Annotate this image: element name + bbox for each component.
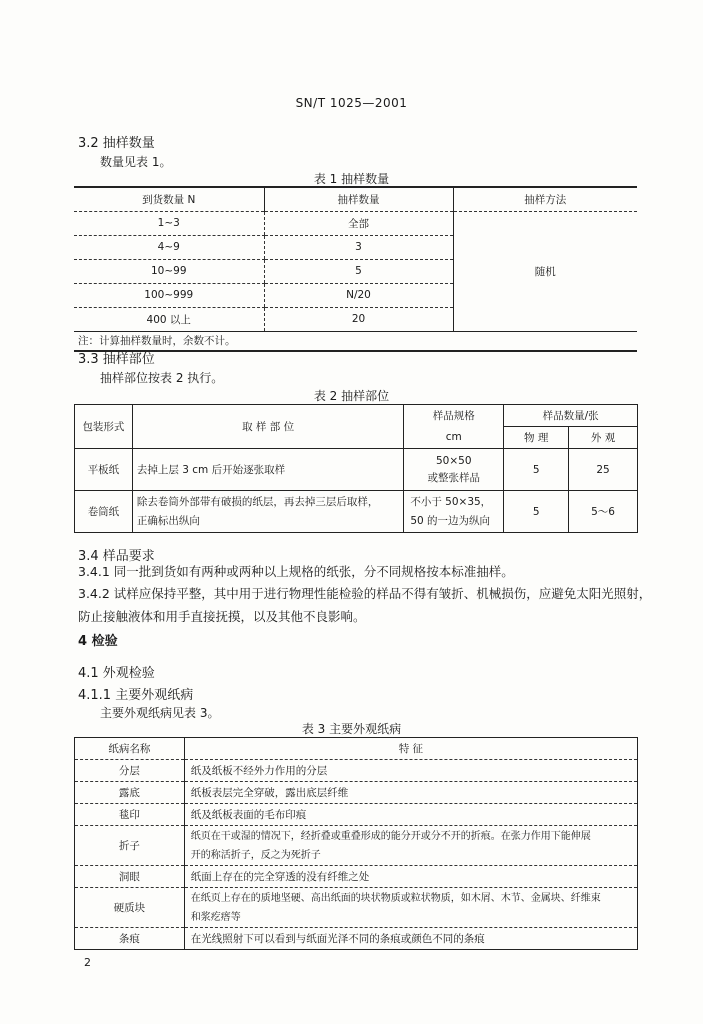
t3-row-5-name: 洞眼 xyxy=(75,866,185,888)
table-2-caption: 表 2 抽样部位 xyxy=(313,389,390,403)
t1-row-4-count: N/20 xyxy=(264,283,453,307)
t2-header-appearance: 外 观 xyxy=(569,427,638,449)
table-1-caption: 表 1 抽样数量 xyxy=(313,172,390,186)
section-4-1-title: 4.1 外观检验 xyxy=(78,666,155,681)
t2-row-1-pack: 平板纸 xyxy=(75,449,133,491)
t2-header-spec-line2: cm xyxy=(404,427,504,449)
t3-row-3-desc: 纸及纸板表面的毛布印痕 xyxy=(184,804,637,826)
t2-row-2-part-line2: 正确标出纵向 xyxy=(136,514,200,527)
t2-row-1-spec-line1: 50×50 xyxy=(436,454,472,467)
t2-row-1-part: 去掉上层 3 cm 后开始逐张取样 xyxy=(132,449,403,491)
t1-row-5-count: 20 xyxy=(264,307,453,331)
t3-row-4-desc xyxy=(184,826,637,866)
t3-row-4-desc-line2: 开的称活折子，反之为死折子 xyxy=(190,849,321,861)
t2-row-2-pack: 卷筒纸 xyxy=(87,506,120,518)
t2-row-2-part-line1: 除去卷筒外部带有破损的纸层，再去掉三层后取样， xyxy=(136,495,379,508)
t1-row-3-count: 5 xyxy=(264,259,453,283)
t1-header-method: 抽样方法 xyxy=(453,187,637,211)
section-3-3-body: 抽样部位按表 2 执行。 xyxy=(100,371,224,385)
t3-row-4-desc-line1: 纸页在干或湿的情况下，经折叠或重叠形成的能分开或分不开的折痕。在张力作用下能伸展 xyxy=(190,830,591,842)
t2-row-2-appearance: 5～6 xyxy=(569,491,638,533)
t3-row-2-name: 露底 xyxy=(75,782,185,804)
section-3-3-title: 3.3 抽样部位 xyxy=(78,352,155,367)
section-4-title: 4 检验 xyxy=(78,634,118,649)
t2-row-2-part xyxy=(132,491,403,533)
section-3-4-title: 3.4 样品要求 xyxy=(78,549,155,564)
t2-header-pack: 包装形式 xyxy=(75,405,133,449)
t1-row-3-quantity: 10~99 xyxy=(74,259,264,283)
t2-row-2-spec-line1: 不小于 50×35， xyxy=(410,495,492,508)
t1-note: 注：计算抽样数量时，余数不计。 xyxy=(78,335,236,348)
t2-header-part: 取 样 部 位 xyxy=(132,405,403,449)
t2-row-1-physical: 5 xyxy=(504,449,569,491)
t2-row-2-physical: 5 xyxy=(504,491,569,533)
t3-row-6-desc-line1: 在纸页上存在的质地坚硬、高出纸面的块状物质或粒状物质，如木屑、木节、金属块、纤维束 xyxy=(190,892,601,904)
t3-row-5-desc: 纸面上存在的完全穿透的没有纤维之处 xyxy=(184,866,637,888)
t3-row-7-name: 条痕 xyxy=(118,933,140,945)
t3-row-6-desc xyxy=(184,888,637,928)
t1-row-2-quantity: 4~9 xyxy=(74,235,264,259)
t1-header-sample-count: 抽样数量 xyxy=(264,187,453,211)
t3-row-6-desc-line2: 和浆疙瘩等 xyxy=(190,911,241,923)
t3-row-3-name: 毯印 xyxy=(75,804,185,826)
page-number: 2 xyxy=(84,956,91,969)
table-3 xyxy=(74,737,638,950)
t3-row-1-name: 分层 xyxy=(75,760,185,782)
section-3-4-1: 3.4.1 同一批到货如有两种或两种以上规格的纸张，分不同规格按本标准抽样。 xyxy=(78,564,514,579)
t2-header-physical: 物 理 xyxy=(504,427,569,449)
table-3-caption: 表 3 主要外观纸病 xyxy=(301,722,402,736)
t1-header-quantity: 到货数量 N xyxy=(74,187,264,211)
section-3-2-body: 数量见表 1。 xyxy=(100,155,172,169)
standard-number-header: SN/T 1025—2001 xyxy=(295,96,408,110)
t1-method-cell: 随机 xyxy=(453,211,637,331)
section-3-2-title: 3.2 抽样数量 xyxy=(78,136,155,151)
section-3-4-2: 3.4.2 试样应保持平整，其中用于进行物理性能检验的样品不得有皱折、机械损伤，应避免太阳光照射，防止接触液体和用手直接抚摸，以及其他不良影响。 xyxy=(78,586,652,624)
t3-row-6-name: 硬质块 xyxy=(75,888,185,928)
t2-row-2-spec-line2: 50 的一边为纵向 xyxy=(410,514,491,527)
t1-row-4-quantity: 100~999 xyxy=(74,283,264,307)
t3-row-2-desc: 纸板表层完全穿破，露出底层纤维 xyxy=(184,782,637,804)
t1-row-1-count: 全部 xyxy=(264,211,453,235)
table-2 xyxy=(74,404,638,533)
section-4-1-1-body: 主要外观纸病见表 3。 xyxy=(100,706,220,720)
section-4-1-1-title: 4.1.1 主要外观纸病 xyxy=(78,688,194,703)
t3-row-4-name: 折子 xyxy=(75,826,185,866)
t3-header-feature: 特 征 xyxy=(184,738,637,760)
t3-header-name: 纸病名称 xyxy=(75,738,185,760)
t2-row-1-spec-line2: 或整张样品 xyxy=(427,471,481,484)
t2-header-count: 样品数量/张 xyxy=(504,405,638,427)
t1-row-5-quantity: 400 以上 xyxy=(146,313,191,326)
t1-row-1-quantity: 1~3 xyxy=(74,211,264,235)
t1-row-2-count: 3 xyxy=(264,235,453,259)
table-1 xyxy=(74,186,637,352)
t3-row-1-desc: 纸及纸板不经外力作用的分层 xyxy=(184,760,637,782)
t2-header-spec-line1: 样品规格 xyxy=(404,405,504,427)
t2-row-1-spec xyxy=(404,449,504,491)
t3-row-7-desc: 在光线照射下可以看到与纸面光泽不同的条痕或颜色不同的条痕 xyxy=(184,928,637,950)
t2-row-2-spec xyxy=(404,491,504,533)
t2-row-1-appearance: 25 xyxy=(569,449,638,491)
